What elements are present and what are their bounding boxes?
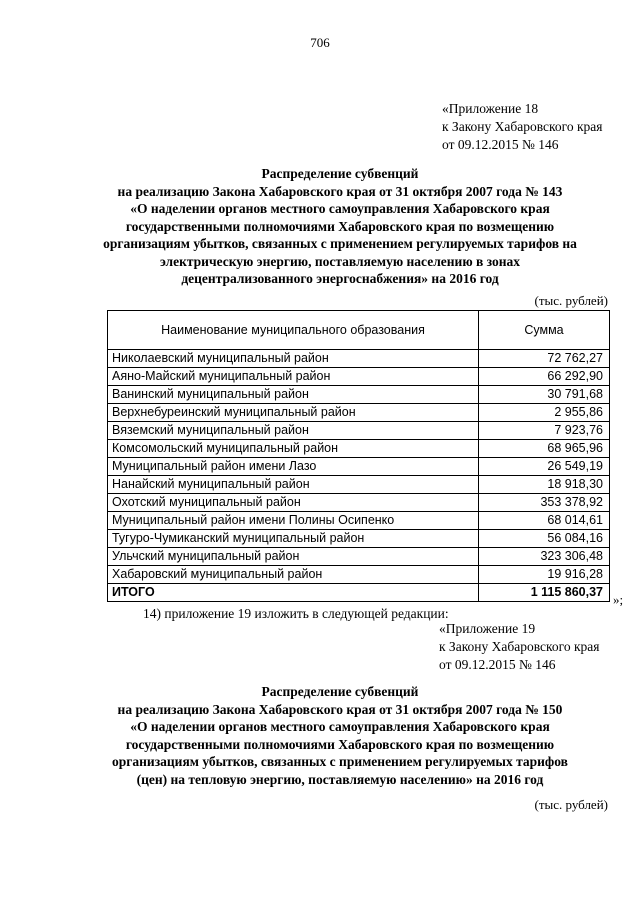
subvention-sum: 30 791,68 — [479, 386, 610, 404]
subvention-sum: 323 306,48 — [479, 548, 610, 566]
table-row — [108, 512, 610, 530]
closing-quote-mark: »; — [613, 592, 624, 607]
title-1-line-3: «О наделении органов местного самоуправления Хабаровского края — [130, 201, 550, 216]
table-header-row — [108, 311, 610, 350]
municipality-name: Муниципальный район имени Лазо — [108, 458, 479, 476]
table-row — [108, 566, 610, 584]
subvention-sum: 26 549,19 — [479, 458, 610, 476]
total-sum: 1 115 860,37 — [479, 584, 610, 602]
title-2-line-2: на реализацию Закона Хабаровского края от 31 октября 2007 года № 150 — [117, 701, 563, 717]
title-2-line-4: государственными полномочиями Хабаровского края по возмещению — [125, 736, 555, 752]
municipality-name: Охотский муниципальный район — [108, 494, 479, 512]
subvention-sum: 68 965,96 — [479, 440, 610, 458]
municipality-name: Верхнебуреинский муниципальный район — [108, 404, 479, 422]
title-1-line-4: государственными полномочиями Хабаровского края по возмещению — [125, 218, 555, 234]
appendix-19-header — [439, 620, 600, 674]
subvention-sum: 7 923,76 — [479, 422, 610, 440]
table-row — [108, 530, 610, 548]
title-2-line-3: «О наделении органов местного самоуправления Хабаровского края — [130, 719, 550, 734]
subvention-sum: 68 014,61 — [479, 512, 610, 530]
units-label-2: (тыс. рублей) — [534, 797, 608, 812]
table-body — [108, 350, 610, 584]
subvention-sum: 2 955,86 — [479, 404, 610, 422]
subvention-sum: 66 292,90 — [479, 368, 610, 386]
title-1-line-6: электрическую энергию, поставляемую населению в зонах — [159, 253, 521, 269]
municipality-name: Комсомольский муниципальный район — [108, 440, 479, 458]
title-2-line-1: Распределение субвенций — [261, 684, 419, 699]
title-1-line-2: на реализацию Закона Хабаровского края от 31 октября 2007 года № 143 — [117, 183, 563, 199]
appendix-19-line-1: «Приложение 19 — [439, 621, 536, 636]
appendix-18-header — [442, 100, 603, 154]
appendix-19-line-2: к Закону Хабаровского края — [439, 639, 600, 654]
document-title-2 — [60, 683, 620, 788]
table-row — [108, 494, 610, 512]
subvention-sum: 56 084,16 — [479, 530, 610, 548]
municipality-name: Ульчский муниципальный район — [108, 548, 479, 566]
table-row — [108, 548, 610, 566]
subvention-sum: 19 916,28 — [479, 566, 610, 584]
table-row — [108, 476, 610, 494]
title-1-line-5: организациям убытков, связанных с применением регулируемых тарифов на — [103, 236, 577, 251]
table-total-row — [108, 584, 610, 602]
subvention-sum: 72 762,27 — [479, 350, 610, 368]
appendix-19-line-3: от 09.12.2015 № 146 — [439, 657, 556, 672]
municipality-name: Тугуро-Чумиканский муниципальный район — [108, 530, 479, 548]
title-1-line-1: Распределение субвенций — [261, 166, 419, 181]
table-row — [108, 386, 610, 404]
municipality-name: Хабаровский муниципальный район — [108, 566, 479, 584]
table-row — [108, 440, 610, 458]
appendix-18-line-2: к Закону Хабаровского края — [442, 119, 603, 134]
page-number: 706 — [310, 35, 330, 50]
appendix-18-line-1: «Приложение 18 — [442, 101, 539, 116]
instruction-text: 14) приложение 19 изложить в следующей редакции: — [143, 606, 449, 621]
appendix-18-line-3: от 09.12.2015 № 146 — [442, 137, 559, 152]
table-row — [108, 458, 610, 476]
municipality-name: Нанайский муниципальный район — [108, 476, 479, 494]
table-row — [108, 404, 610, 422]
header-municipality: Наименование муниципального образования — [108, 311, 479, 350]
subventions-table — [107, 310, 610, 602]
subvention-sum: 353 378,92 — [479, 494, 610, 512]
municipality-name: Николаевский муниципальный район — [108, 350, 479, 368]
municipality-name: Вяземский муниципальный район — [108, 422, 479, 440]
total-label: ИТОГО — [108, 584, 479, 602]
table-row — [108, 422, 610, 440]
table-row — [108, 350, 610, 368]
municipality-name: Ванинский муниципальный район — [108, 386, 479, 404]
municipality-name: Муниципальный район имени Полины Осипенко — [108, 512, 479, 530]
municipality-name: Аяно-Майский муниципальный район — [108, 368, 479, 386]
title-1-line-7: децентрализованного энергоснабжения» на 2016 год — [181, 271, 499, 286]
document-title-1 — [60, 165, 620, 288]
subvention-sum: 18 918,30 — [479, 476, 610, 494]
title-2-line-5: организациям убытков, связанных с применением регулируемых тарифов — [112, 754, 568, 769]
table-row — [108, 368, 610, 386]
units-label-1: (тыс. рублей) — [534, 293, 608, 308]
header-sum: Сумма — [479, 311, 610, 350]
title-2-line-6: (цен) на тепловую энергию, поставляемую населению» на 2016 год — [136, 771, 544, 787]
